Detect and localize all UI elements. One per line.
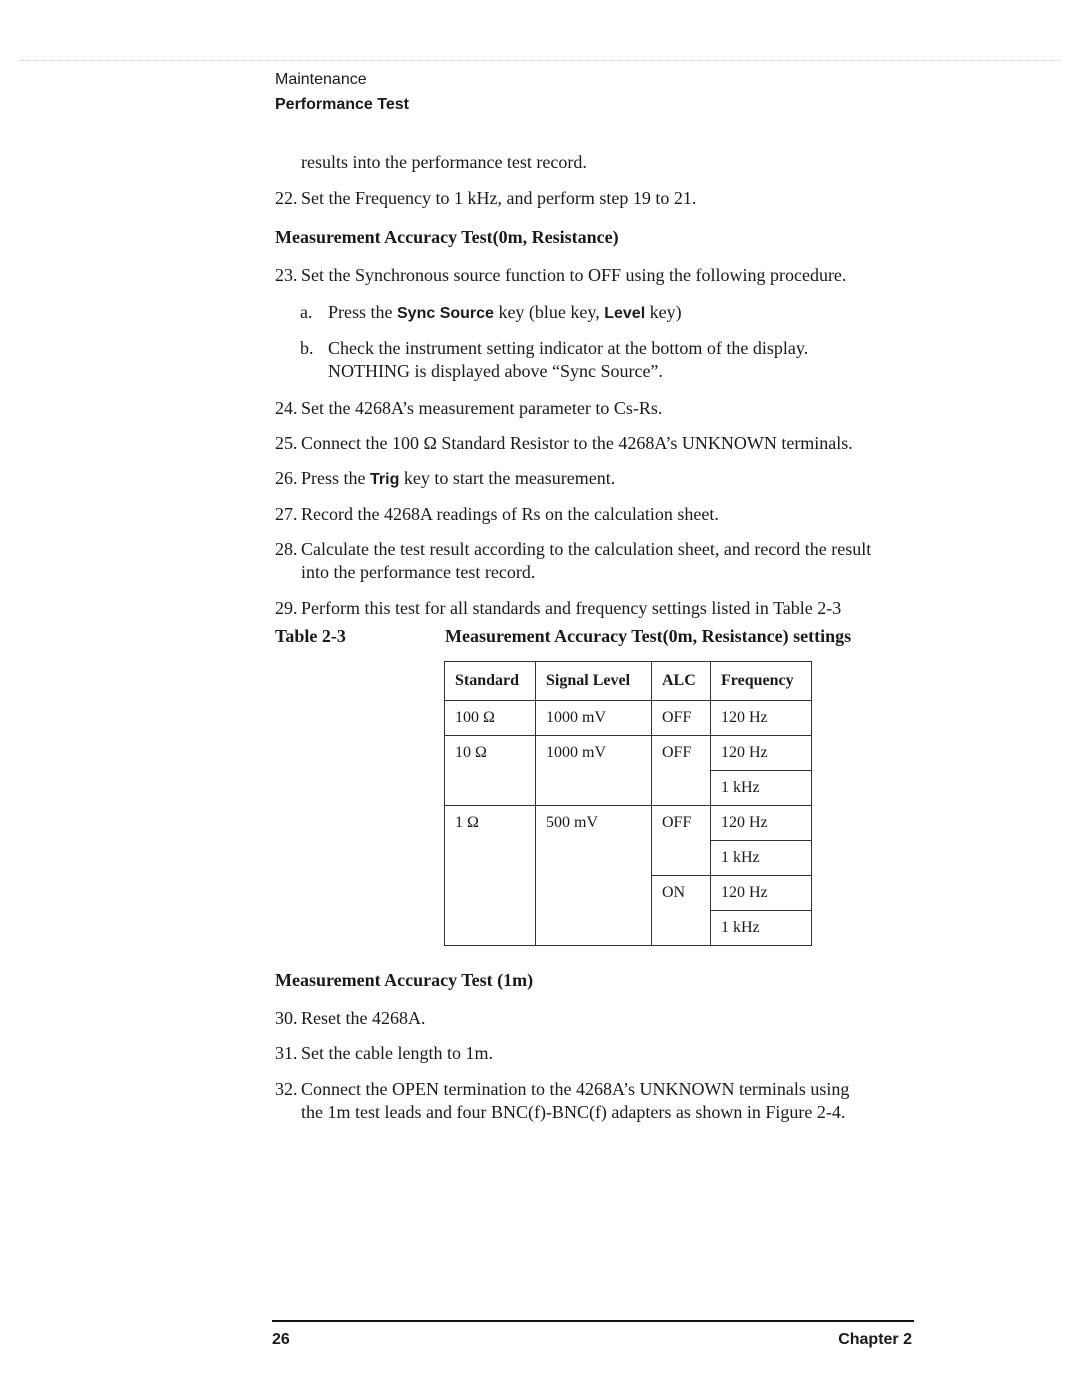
- step-number: 31.: [275, 1043, 298, 1063]
- settings-table: [444, 661, 812, 946]
- cell-frequency: 1 kHz: [711, 911, 812, 946]
- cell-alc: ON: [652, 876, 711, 946]
- cell-frequency: 120 Hz: [711, 876, 812, 911]
- cell-signal-level: 1000 mV: [536, 736, 652, 806]
- substep-text: key (blue key,: [493, 302, 605, 322]
- step-text: Calculate the test result according to the calculation sheet, and record the result: [301, 539, 872, 559]
- table-header-row: [445, 662, 812, 701]
- substep-text: key): [645, 302, 682, 322]
- step-text: Perform this test for all standards and frequency settings listed in Table 2-3: [301, 598, 842, 618]
- col-header-standard: Standard: [445, 662, 536, 701]
- step-26: [275, 467, 615, 491]
- step-text: Reset the 4268A.: [301, 1008, 426, 1028]
- step-text: the 1m test leads and four BNC(f)-BNC(f) adapters as shown in Figure 2-4.: [301, 1102, 846, 1122]
- running-header-section: Maintenance: [275, 71, 367, 88]
- step-22: [275, 187, 696, 210]
- cell-frequency: 120 Hz: [711, 701, 812, 736]
- cell-frequency: 120 Hz: [711, 806, 812, 841]
- table-row: [445, 736, 812, 771]
- table-label: Table 2-3: [275, 626, 346, 646]
- cell-standard: 100 Ω: [445, 701, 536, 736]
- section-heading-1m: Measurement Accuracy Test (1m): [275, 970, 534, 990]
- step-31: [275, 1042, 493, 1065]
- step-text: Connect the 100 Ω Standard Resistor to the 4268A’s UNKNOWN terminals.: [301, 433, 853, 453]
- step-28: [275, 538, 871, 584]
- step-23b: [300, 337, 808, 383]
- step-number: 32.: [275, 1079, 298, 1099]
- step-text: Set the cable length to 1m.: [301, 1043, 493, 1063]
- cell-alc: OFF: [652, 736, 711, 806]
- substep-label: a.: [300, 302, 313, 322]
- chapter-label: Chapter 2: [838, 1331, 912, 1348]
- step-number: 26.: [275, 468, 298, 488]
- page-number: 26: [272, 1331, 290, 1348]
- step-text: Record the 4268A readings of Rs on the calculation sheet.: [301, 504, 719, 524]
- cell-frequency: 1 kHz: [711, 771, 812, 806]
- col-header-alc: ALC: [652, 662, 711, 701]
- step-24: [275, 397, 662, 420]
- key-name-level: Level: [604, 305, 646, 322]
- step-23a: [300, 301, 682, 325]
- cell-signal-level: 1000 mV: [536, 701, 652, 736]
- step-text: Set the 4268A’s measurement parameter to Cs-Rs.: [301, 398, 663, 418]
- col-header-frequency: Frequency: [711, 662, 812, 701]
- step-text: key to start the measurement.: [399, 468, 616, 488]
- cell-standard: 10 Ω: [445, 736, 536, 806]
- step-23: [275, 264, 846, 287]
- continuation-text: results into the performance test record.: [301, 152, 587, 172]
- step-number: 25.: [275, 433, 298, 453]
- table-row: [445, 806, 812, 841]
- step-number: 27.: [275, 504, 298, 524]
- step-27: [275, 503, 719, 526]
- substep-label: b.: [300, 338, 314, 358]
- step-number: 22.: [275, 188, 298, 208]
- step-32: [275, 1078, 849, 1124]
- step-25: [275, 432, 853, 455]
- footer-rule: [272, 1320, 914, 1322]
- section-heading-0m-resistance: Measurement Accuracy Test(0m, Resistance): [275, 227, 619, 247]
- substep-text: NOTHING is displayed above “Sync Source”.: [328, 361, 663, 381]
- step-number: 28.: [275, 539, 298, 559]
- cell-signal-level: 500 mV: [536, 806, 652, 946]
- cell-frequency: 120 Hz: [711, 736, 812, 771]
- cell-alc: OFF: [652, 806, 711, 876]
- step-number: 29.: [275, 598, 298, 618]
- key-name-trig: Trig: [370, 471, 400, 488]
- col-header-signal-level: Signal Level: [536, 662, 652, 701]
- step-text: Connect the OPEN termination to the 4268A’s UNKNOWN terminals using: [301, 1079, 850, 1099]
- step-text: Set the Frequency to 1 kHz, and perform step 19 to 21.: [301, 188, 697, 208]
- key-name-sync-source: Sync Source: [397, 305, 494, 322]
- cell-standard: 1 Ω: [445, 806, 536, 946]
- table-caption: Measurement Accuracy Test(0m, Resistance) settings: [445, 626, 852, 646]
- scan-dotted-line: [20, 60, 1060, 61]
- cell-alc: OFF: [652, 701, 711, 736]
- step-text: Press the: [301, 468, 370, 488]
- step-number: 30.: [275, 1008, 298, 1028]
- substep-text: Press the: [328, 302, 397, 322]
- running-header-subsection: Performance Test: [275, 96, 409, 113]
- step-text: Set the Synchronous source function to OFF using the following procedure.: [301, 265, 847, 285]
- step-29: [275, 597, 841, 620]
- step-text: into the performance test record.: [301, 562, 536, 582]
- step-number: 23.: [275, 265, 298, 285]
- cell-frequency: 1 kHz: [711, 841, 812, 876]
- substep-text: Check the instrument setting indicator at the bottom of the display.: [328, 338, 809, 358]
- step-30: [275, 1007, 425, 1030]
- step-number: 24.: [275, 398, 298, 418]
- table-row: [445, 701, 812, 736]
